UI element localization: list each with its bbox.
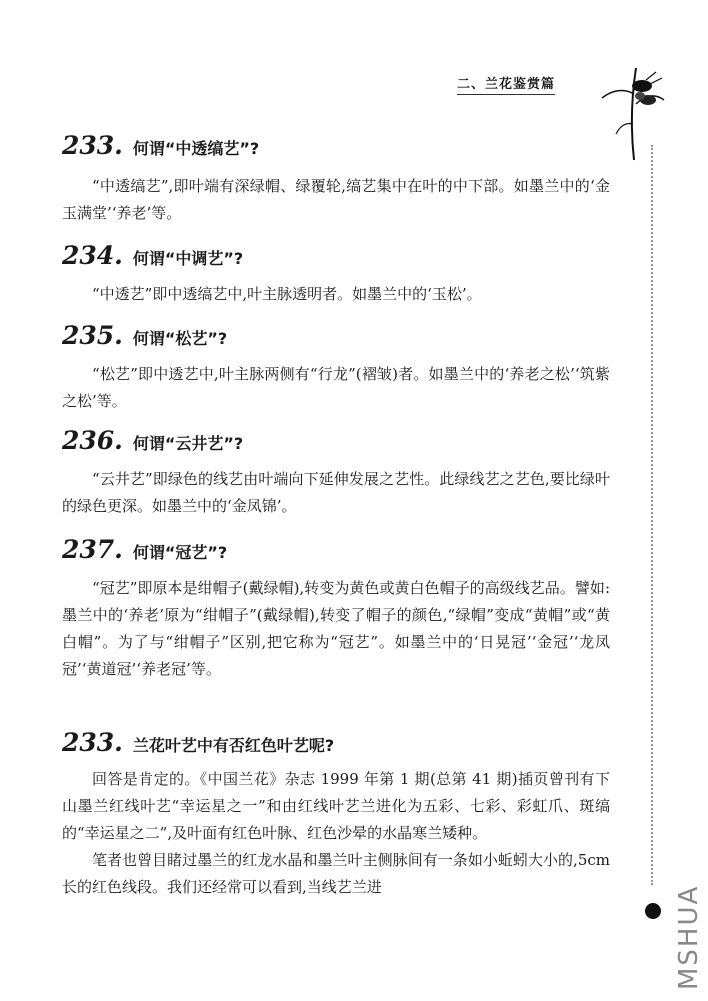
question-heading — [62, 728, 610, 758]
question-heading — [62, 321, 610, 351]
entry-235 — [62, 321, 610, 415]
question-heading — [62, 535, 610, 565]
question-title: 何谓“云井艺”? — [132, 434, 244, 453]
entry-234 — [62, 241, 610, 308]
question-title: 何谓“中调艺”? — [132, 249, 244, 268]
question-number: 234. — [62, 241, 123, 270]
answer-paragraph: “冠艺”即原本是绀帽子(戴绿帽),转变为黄色或黄白色帽子的高级线艺品。譬如:墨兰中的‘养老’原为“绀帽子”(戴绿帽),转变了帽子的颜色,“绿帽”变成“黄帽”或“黄白帽”。为了与“绀帽子”区别,把它称为“冠艺”。如墨兰中的‘日晃冠’‘金冠’‘龙凤冠’‘黄道冠’‘养老冠’等。 — [62, 579, 610, 678]
question-number: 233. — [62, 728, 123, 757]
question-heading — [62, 426, 610, 456]
entry-237 — [62, 535, 610, 683]
margin-dot-icon — [645, 903, 661, 919]
answer-paragraph: “松艺”即中透艺中,叶主脉两侧有“行龙”(褶皱)者。如墨兰中的‘养老之松’‘筑紫之松’等。 — [62, 365, 610, 410]
question-title: 兰花叶艺中有否红色叶艺呢? — [132, 736, 335, 755]
answer-paragraph: “中透缟艺”,即叶端有深绿帽、绿覆轮,缟艺集中在叶的中下部。如墨兰中的‘金玉满堂’‘养老’等。 — [62, 177, 610, 222]
answer-paragraph: “云井艺”即绿色的线艺由叶端向下延伸发展之艺性。此绿线艺之艺色,要比绿叶的绿色更深。如墨兰中的‘金凤锦’。 — [62, 470, 610, 515]
section-title: 二、兰花鉴赏篇 — [457, 73, 555, 95]
watermark-text: MSHUA — [674, 884, 704, 990]
question-heading — [62, 241, 610, 271]
question-title: 何谓“冠艺”? — [132, 543, 228, 562]
margin-dotted-rule — [651, 145, 653, 885]
question-number: 236. — [62, 426, 123, 455]
question-title: 何谓“松艺”? — [132, 329, 228, 348]
question-number: 235. — [62, 321, 123, 350]
question-title: 何谓“中透缟艺”? — [132, 139, 260, 158]
answer-paragraph: 回答是肯定的。《中国兰花》杂志 1999 年第 1 期(总第 41 期)插页曾刊有下山墨兰红线叶艺“幸运星之一”和由红线叶艺兰进化为五彩、七彩、彩虹爪、斑缟的“幸运星之二”,及叶面有红色叶脉、红色沙晕的水晶寒兰矮种。 — [62, 770, 610, 842]
entry-red-leaf-art — [62, 728, 610, 901]
question-number: 233. — [62, 131, 123, 160]
watermark — [668, 880, 708, 990]
entry-233 — [62, 131, 610, 227]
question-number: 237. — [62, 535, 123, 564]
question-heading — [62, 131, 610, 161]
entry-236 — [62, 426, 610, 520]
answer-paragraph: 笔者也曾目睹过墨兰的红龙水晶和墨兰叶主侧脉间有一条如小蚯蚓大小的,5cm 长的红色线段。我们还经常可以看到,当线艺兰进 — [62, 851, 610, 896]
answer-paragraph: “中透艺”即中透缟艺中,叶主脉透明者。如墨兰中的‘玉松’。 — [92, 285, 482, 303]
